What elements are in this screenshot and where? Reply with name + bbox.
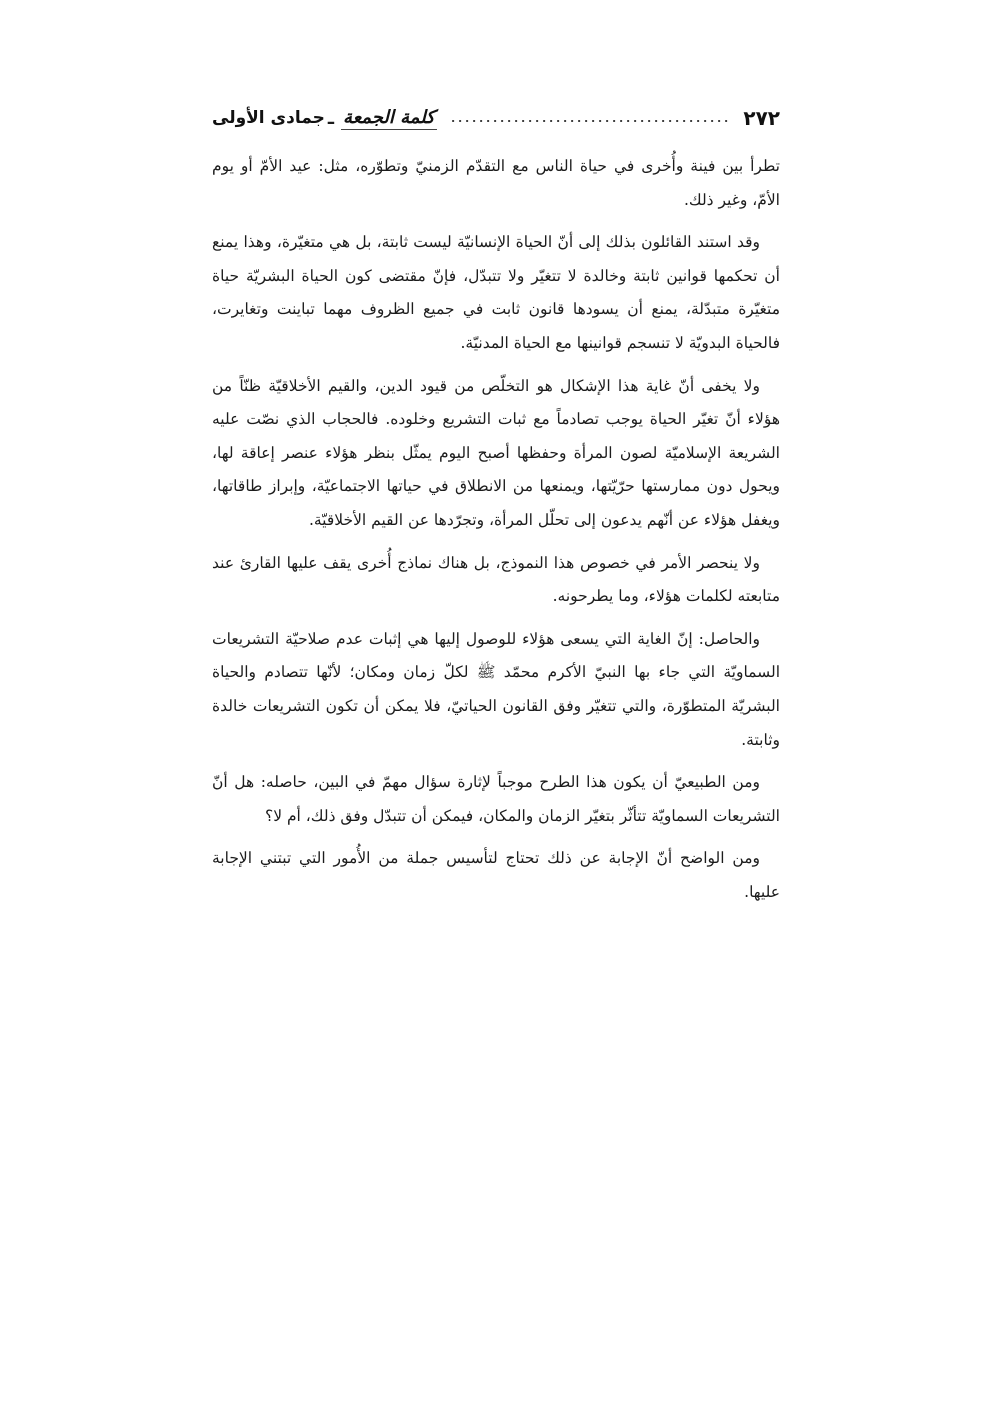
paragraph-2: وقد استند القائلون بذلك إلى أنّ الحياة الإنسانيّة ليست ثابتة، بل هي متغيّرة، وهذا يمنع أن تحكمها قوانين ثابتة وخالدة لا تتغيّر ولا تتبدّل، فإنّ مقتضى كون الحياة البشريّة حياة متغيّرة متبدّلة، يمنع أن يسودها قانون ثابت في جميع الظروف مهما تباينت وتغايرت، فالحياة البدويّة لا تنسجم قوانينها مع الحياة المدنيّة. bbox=[212, 233, 780, 352]
running-subtitle: جمادى الأولى bbox=[212, 108, 325, 128]
series-logo: كلمة الجمعة bbox=[343, 106, 435, 128]
page-header bbox=[212, 100, 780, 136]
page-number: ٢٧٢ bbox=[743, 106, 780, 130]
paragraph-3: ولا يخفى أنّ غاية هذا الإشكال هو التخلّص من قيود الدين، والقيم الأخلاقيّة ظنّاً من هؤلاء أنّ تغيّر الحياة يوجب تصادماً مع ثبات التشريع وخلوده. فالحجاب الذي نصّت عليه الشريعة الإسلاميّة لصون المرأة وحفظها أصبح اليوم يمثّل بنظر هؤلاء عنصر إعاقة لها، ويحول دون ممارستها حرّيّتها، ويمنعها من الانطلاق في حياتها الاجتماعيّة، وإبراز طاقاتها، ويغفل هؤلاء عن أنّهم يدعون إلى تحلّل المرأة، وتجرّدها عن القيم الأخلاقيّة. bbox=[212, 376, 780, 529]
dotted-leader bbox=[451, 120, 730, 122]
paragraph-4: ولا ينحصر الأمر في خصوص هذا النموذج، بل هناك نماذج أُخرى يقف عليها القارئ عند متابعته لكلمات هؤلاء، وما يطرحونه. bbox=[212, 553, 780, 606]
running-title bbox=[212, 107, 437, 130]
title-dash: ـ bbox=[327, 107, 335, 129]
paragraph-7: ومن الواضح أنّ الإجابة عن ذلك تحتاج لتأسيس جملة من الأُمور التي تبتني الإجابة عليها. bbox=[212, 849, 780, 901]
paragraph-6: ومن الطبيعيّ أن يكون هذا الطرح موجباً لإثارة سؤال مهمّ في البين، حاصله: هل أنّ التشريعات السماويّة تتأثّر بتغيّر الزمان والمكان، فيمكن أن تتبدّل وفق ذلك، أم لا؟ bbox=[212, 773, 780, 825]
paragraph-1: تطرأ بين فينة وأُخرى في حياة الناس مع التقدّم الزمنيّ وتطوّره، مثل: عيد الأمّ أو يوم الأمّ، وغير ذلك. bbox=[212, 157, 780, 209]
body-text bbox=[212, 150, 780, 918]
paragraph-5: والحاصل: إنّ الغاية التي يسعى هؤلاء للوصول إليها هي إثبات عدم صلاحيّة التشريعات السماويّة التي جاء بها النبيّ الأكرم محمّد ﷺ لكلّ زمان ومكان؛ لأنّها تتصادم والحياة البشريّة المتطوّرة، والتي تتغيّر وفق القانون الحياتيّ، فلا يمكن أن تكون التشريعات خالدة وثابتة. bbox=[212, 629, 780, 749]
